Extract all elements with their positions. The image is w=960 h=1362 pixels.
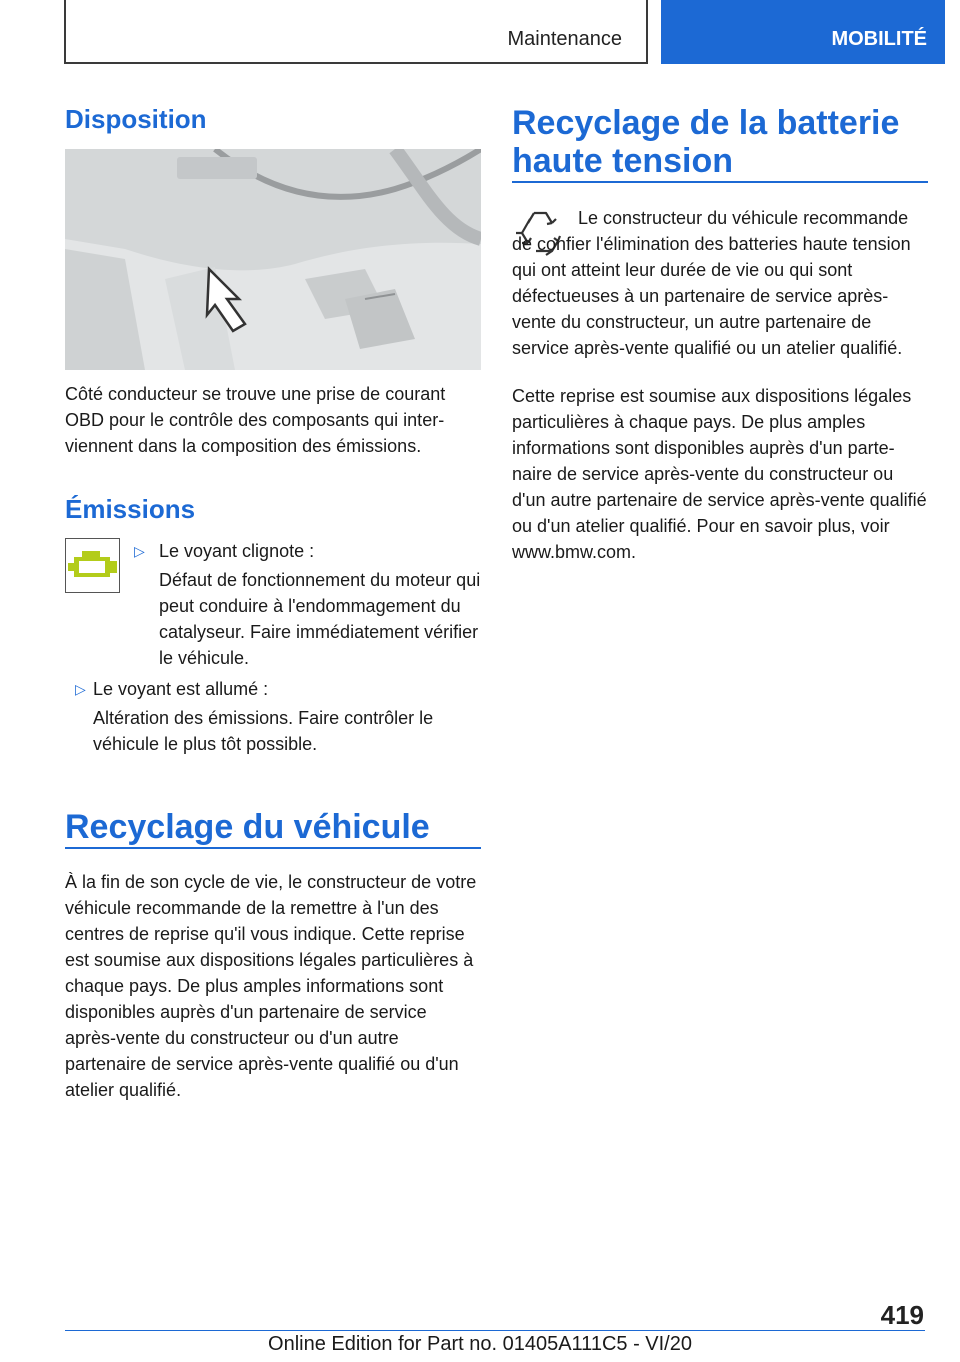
obd-illustration: [65, 149, 481, 370]
footer-edition-text: Online Edition for Part no. 01405A111C5 - VI/20: [268, 1333, 692, 1355]
heading-rule: [512, 181, 928, 183]
disposition-heading: Disposition: [65, 104, 207, 134]
disposition-text: Côté conducteur se trouve une prise de courant OBD pour le contrôle des composants qui interviennent dans la composition des émissions.: [65, 384, 446, 456]
engine-warning-icon: [65, 538, 120, 593]
battery-recycle-heading: Recyclage de la batterie haute tension: [512, 104, 900, 180]
battery-recycle-text-1: Le constructeur du véhicule recommande de confier l'élimination des batteries haute tension qui ont atteint leur durée de vie ou qui sont défectueuses à un partenaire de service après-vente du constructeur, un autre partenaire de service après-vente qualifié ou un atelier qualifié.: [512, 208, 911, 358]
obd-location-photo: [65, 149, 481, 370]
header-box: [64, 0, 648, 64]
recycle-vehicle-heading: Recyclage du véhicule: [65, 808, 430, 846]
battery-recycle-text-2: Cette reprise est soumise aux dispositions légales particulières à chaque pays. De plus amples informations sont disponibles auprès d'un partenaire de service après-vente du constructeur ou d'un autre partenaire de service après-vente qualifié ou d'un atelier qualifié. Pour en savoir plus, voir www.bmw.com.: [512, 386, 927, 562]
header-tab[interactable]: MOBILITÉ: [661, 0, 945, 64]
item-1-title: Le voyant clignote :: [159, 541, 315, 561]
triangle-right-icon: ▷: [75, 681, 86, 697]
triangle-right-icon: ▷: [134, 543, 145, 559]
footer-rule: [65, 1330, 925, 1331]
item-1-text: Défaut de fonctionnement du moteur qui peut conduire à l'endommagement du catalyseur. Faire immédiatement vérifier le véhicule.: [159, 570, 481, 668]
header-section-title: Maintenance: [507, 28, 622, 50]
page-number: 419: [880, 1300, 924, 1330]
recycle-vehicle-text: À la fin de son cycle de vie, le constructeur de votre véhicule recommande de la remettre à l'un des centres de reprise qu'il vous indique. Cette reprise est soumise aux dispositions légales particulières à chaque pays. De plus amples informations sont disponibles auprès d'un partenaire de service après-vente du constructeur ou d'un autre partenaire de service après-vente qualifié ou d'un atelier qualifié.: [65, 872, 477, 1100]
item-2-text: Altération des émissions. Faire contrôler le véhicule le plus tôt possible.: [93, 708, 434, 754]
heading-rule: [65, 847, 481, 849]
emissions-heading: Émissions: [65, 494, 196, 524]
item-2-title: Le voyant est allumé :: [93, 679, 269, 699]
